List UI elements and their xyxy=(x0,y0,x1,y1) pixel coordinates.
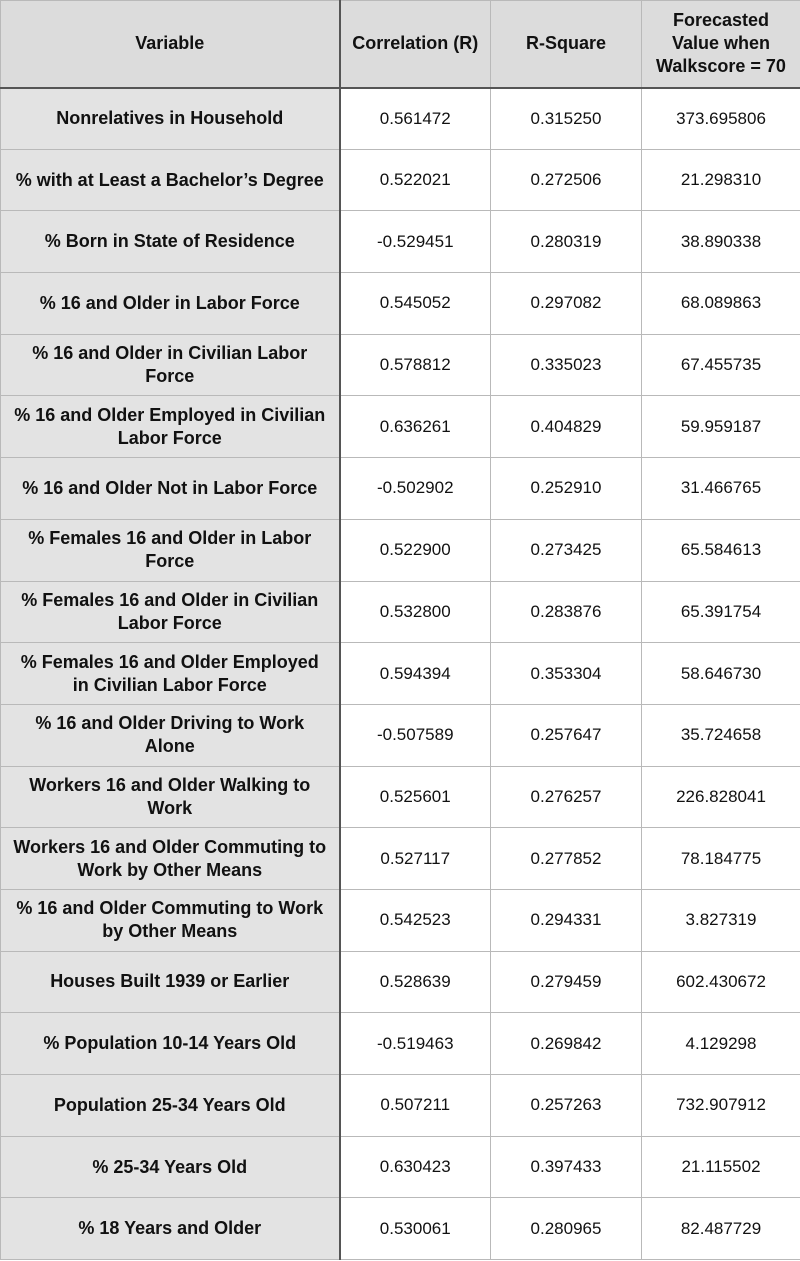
r-square-cell: 0.276257 xyxy=(491,766,642,828)
forecast-cell: 58.646730 xyxy=(642,643,800,705)
variable-cell: Population 25-34 Years Old xyxy=(1,1075,340,1137)
table-row xyxy=(1,828,800,890)
header-r-square: R-Square xyxy=(491,1,642,88)
variable-cell: % 16 and Older Driving to Work Alone xyxy=(1,704,340,766)
r-square-cell: 0.294331 xyxy=(491,889,642,951)
r-square-cell: 0.353304 xyxy=(491,643,642,705)
table-row xyxy=(1,581,800,643)
forecast-cell: 602.430672 xyxy=(642,951,800,1013)
variable-cell: % with at Least a Bachelor’s Degree xyxy=(1,149,340,211)
r-square-cell: 0.277852 xyxy=(491,828,642,890)
table-row xyxy=(1,211,800,273)
variable-cell: % 25-34 Years Old xyxy=(1,1136,340,1198)
table-row xyxy=(1,1075,800,1137)
forecast-cell: 732.907912 xyxy=(642,1075,800,1137)
correlation-cell: 0.522021 xyxy=(340,149,491,211)
variable-cell: % 16 and Older Not in Labor Force xyxy=(1,458,340,520)
table-row xyxy=(1,149,800,211)
variable-cell: % Females 16 and Older in Civilian Labor Force xyxy=(1,581,340,643)
variable-cell: Nonrelatives in Household xyxy=(1,88,340,150)
table-row xyxy=(1,519,800,581)
variable-cell: % Females 16 and Older Employed in Civilian Labor Force xyxy=(1,643,340,705)
table-row xyxy=(1,643,800,705)
variable-cell: % Born in State of Residence xyxy=(1,211,340,273)
header-variable: Variable xyxy=(1,1,340,88)
r-square-cell: 0.252910 xyxy=(491,458,642,520)
table-row xyxy=(1,458,800,520)
variable-cell: % Population 10-14 Years Old xyxy=(1,1013,340,1075)
r-square-cell: 0.404829 xyxy=(491,396,642,458)
correlation-cell: 0.532800 xyxy=(340,581,491,643)
forecast-cell: 82.487729 xyxy=(642,1198,800,1260)
r-square-cell: 0.257263 xyxy=(491,1075,642,1137)
forecast-cell: 3.827319 xyxy=(642,889,800,951)
table-row xyxy=(1,766,800,828)
r-square-cell: 0.297082 xyxy=(491,273,642,335)
forecast-cell: 68.089863 xyxy=(642,273,800,335)
correlation-cell: 0.527117 xyxy=(340,828,491,890)
forecast-cell: 38.890338 xyxy=(642,211,800,273)
forecast-cell: 4.129298 xyxy=(642,1013,800,1075)
correlation-cell: 0.542523 xyxy=(340,889,491,951)
table-row xyxy=(1,273,800,335)
r-square-cell: 0.280319 xyxy=(491,211,642,273)
forecast-cell: 59.959187 xyxy=(642,396,800,458)
correlation-cell: -0.502902 xyxy=(340,458,491,520)
correlation-cell: 0.522900 xyxy=(340,519,491,581)
header-row xyxy=(1,1,800,88)
table-row xyxy=(1,704,800,766)
correlation-cell: 0.636261 xyxy=(340,396,491,458)
correlation-cell: 0.525601 xyxy=(340,766,491,828)
r-square-cell: 0.273425 xyxy=(491,519,642,581)
table-header xyxy=(1,1,800,88)
r-square-cell: 0.335023 xyxy=(491,334,642,396)
table-body xyxy=(1,88,800,1260)
variable-cell: Houses Built 1939 or Earlier xyxy=(1,951,340,1013)
table-row xyxy=(1,889,800,951)
table-row xyxy=(1,951,800,1013)
table-row xyxy=(1,88,800,150)
correlation-cell: 0.507211 xyxy=(340,1075,491,1137)
variable-cell: % 16 and Older in Civilian Labor Force xyxy=(1,334,340,396)
r-square-cell: 0.257647 xyxy=(491,704,642,766)
correlation-cell: -0.519463 xyxy=(340,1013,491,1075)
header-forecast: Forecasted Value when Walkscore = 70 xyxy=(642,1,800,88)
header-correlation: Correlation (R) xyxy=(340,1,491,88)
forecast-cell: 65.391754 xyxy=(642,581,800,643)
r-square-cell: 0.272506 xyxy=(491,149,642,211)
r-square-cell: 0.397433 xyxy=(491,1136,642,1198)
forecast-cell: 35.724658 xyxy=(642,704,800,766)
variable-cell: Workers 16 and Older Walking to Work xyxy=(1,766,340,828)
forecast-cell: 31.466765 xyxy=(642,458,800,520)
variable-cell: % 16 and Older Commuting to Work by Other Means xyxy=(1,889,340,951)
correlation-cell: -0.507589 xyxy=(340,704,491,766)
variable-cell: % Females 16 and Older in Labor Force xyxy=(1,519,340,581)
correlation-cell: 0.530061 xyxy=(340,1198,491,1260)
table-row xyxy=(1,1198,800,1260)
r-square-cell: 0.280965 xyxy=(491,1198,642,1260)
correlation-cell: 0.561472 xyxy=(340,88,491,150)
r-square-cell: 0.269842 xyxy=(491,1013,642,1075)
table-row xyxy=(1,1013,800,1075)
forecast-cell: 21.115502 xyxy=(642,1136,800,1198)
correlation-cell: 0.545052 xyxy=(340,273,491,335)
correlation-cell: 0.630423 xyxy=(340,1136,491,1198)
forecast-cell: 67.455735 xyxy=(642,334,800,396)
forecast-cell: 373.695806 xyxy=(642,88,800,150)
variable-cell: % 16 and Older Employed in Civilian Labor Force xyxy=(1,396,340,458)
forecast-cell: 21.298310 xyxy=(642,149,800,211)
correlation-cell: 0.594394 xyxy=(340,643,491,705)
r-square-cell: 0.279459 xyxy=(491,951,642,1013)
variable-cell: Workers 16 and Older Commuting to Work by Other Means xyxy=(1,828,340,890)
table-row xyxy=(1,396,800,458)
forecast-cell: 65.584613 xyxy=(642,519,800,581)
variable-cell: % 16 and Older in Labor Force xyxy=(1,273,340,335)
table-row xyxy=(1,1136,800,1198)
r-square-cell: 0.315250 xyxy=(491,88,642,150)
variable-cell: % 18 Years and Older xyxy=(1,1198,340,1260)
correlation-cell: -0.529451 xyxy=(340,211,491,273)
table-row xyxy=(1,334,800,396)
correlation-cell: 0.528639 xyxy=(340,951,491,1013)
r-square-cell: 0.283876 xyxy=(491,581,642,643)
correlation-cell: 0.578812 xyxy=(340,334,491,396)
forecast-cell: 226.828041 xyxy=(642,766,800,828)
forecast-cell: 78.184775 xyxy=(642,828,800,890)
